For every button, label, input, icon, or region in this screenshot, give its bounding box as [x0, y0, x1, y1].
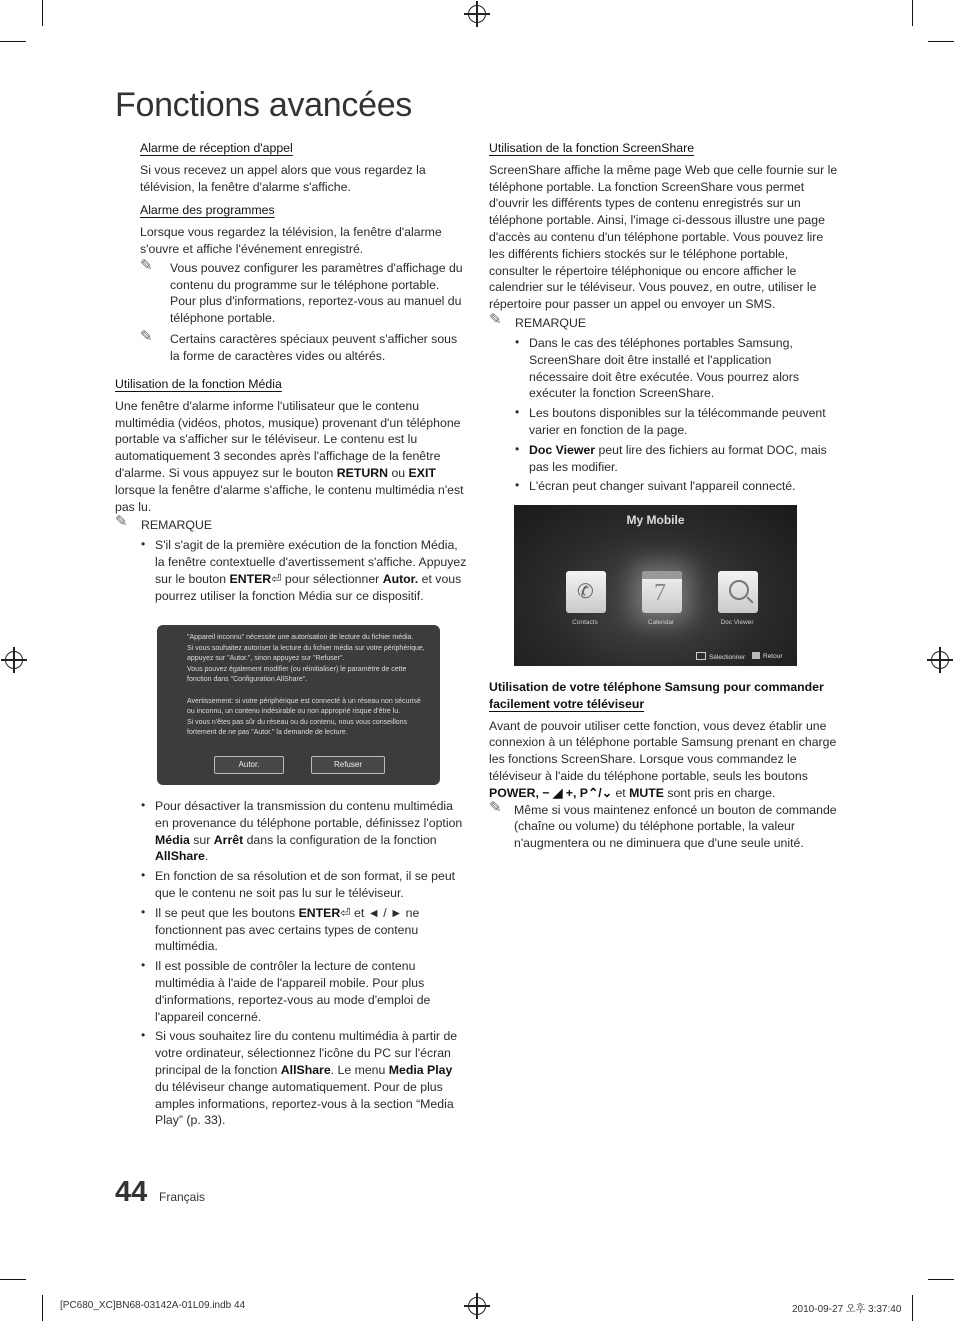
list-item: • Doc Viewer peut lire des fichiers au format DOC, mais pas les modifier. — [514, 442, 834, 476]
pencil-note-icon: ✎ — [489, 798, 502, 816]
registration-mark-icon — [468, 5, 486, 23]
list-item: • Si vous souhaitez lire du contenu multimédia à partir de votre ordinateur, sélectionnez l'icône du PC sur l'écran principal de la fonction AllShare. Le menu Media Play du téléviseur change automatiquement. Pour de plus amples informations, reportez-vous à la section “Media Play” (p. 33). — [140, 1028, 465, 1129]
registration-mark-icon — [468, 1297, 486, 1315]
section-heading: Utilisation de la fonction ScreenShare — [489, 141, 695, 155]
doc-viewer-icon[interactable] — [718, 571, 758, 613]
calendar-label: Calendar — [647, 619, 675, 626]
section-text: Si vous recevez un appel alors que vous regardez la télévision, la fenêtre d'alarme s'affiche. — [140, 162, 426, 194]
return-hint: Retour — [752, 652, 783, 660]
registration-mark-icon — [931, 651, 949, 669]
note — [140, 327, 465, 365]
crop-mark — [928, 41, 954, 42]
alert-dialog — [157, 625, 440, 785]
remarque-label: ✎ REMARQUE — [115, 513, 213, 533]
pencil-note-icon: ✎ — [140, 256, 153, 274]
section-heading: Alarme de réception d'appel — [140, 141, 293, 155]
pencil-note-icon: ✎ — [489, 310, 502, 328]
crop-mark — [42, 0, 43, 26]
crop-mark — [928, 1279, 954, 1280]
page-number: 44 — [115, 1176, 148, 1208]
list-item: • Il est possible de contrôler la lecture de contenu multimédia à l'aide de l'appareil mobile. Pour plus d'informations, reportez-vous au mode d'emploi de l'appareil concerné. — [140, 958, 465, 1025]
crop-mark — [912, 0, 913, 26]
section-text: ScreenShare affiche la même page Web que celle fournie sur le téléphone portable. La fonction ScreenShare vous permet d'ouvrir les différents types de contenu enregistrés sur un téléphone portable. Ainsi, l'image ci-dessous illustre une page d'accès au contenu d'un téléphone portable. Vous pouvez lire les différents fichiers stockés sur le téléphone portable, consulter le répertoire téléphonique ou encore afficher le calendrier sur le téléviseur. Vous pouvez, en outre, utiliser le répertoire pour passer un appel ou envoyer un SMS. — [489, 162, 838, 312]
language-label: Français — [159, 1190, 206, 1204]
section-text: Avant de pouvoir utiliser cette fonction, vous devez établir une connexion à un téléphone portable Samsung prenant en charge les fonctions ScreenShare. Lorsque vous commandez le téléviseur à l'aide du téléphone portable, seuls les boutons POWER, − ◢ +, P⌃/⌄ et MUTE sont pris en charge. — [489, 718, 837, 800]
list-item: • L'écran peut changer suivant l'appareil connecté. — [514, 478, 834, 495]
section-heading: Alarme des programmes — [140, 203, 275, 218]
section-text: Une fenêtre d'alarme informe l'utilisateur que le contenu multimédia (vidéos, photos, musique) provenant d'un téléphone portable va s'afficher sur le téléviseur. Le contenu est lu automatiquement 3 secondes après l'affichage de la fenêtre d'alarme. Si vous appuyez sur le bouton RETURN ou EXIT lorsque la fenêtre d'alarme s'affiche, le contenu multimédia n'est pas lu. — [115, 398, 464, 514]
contacts-icon[interactable]: ✆ — [566, 571, 606, 613]
pencil-note-icon: ✎ — [140, 327, 153, 345]
enter-icon — [696, 652, 706, 660]
select-hint: Sélectionner — [696, 652, 745, 661]
left-column-top — [140, 140, 465, 365]
remarque-label: ✎ REMARQUE — [489, 310, 587, 330]
enter-icon: ⏎ — [340, 905, 351, 920]
list-item: • Les boutons disponibles sur la télécommande peuvent varier en fonction de la page. — [514, 405, 834, 439]
note-text: Vous pouvez configurer les paramètres d'affichage du contenu du programme sur le téléphone portable. Pour plus d'informations, reportez-vous au manuel du téléphone portable. — [170, 260, 463, 326]
note — [489, 798, 841, 852]
left-column-bullets — [140, 798, 465, 1129]
section-heading: Utilisation de la fonction Média — [115, 377, 282, 391]
note-text: Certains caractères spéciaux peuvent s'afficher sous la forme de caractères vides ou altérés. — [170, 331, 458, 363]
list-item: • Dans le cas des téléphones portables Samsung, ScreenShare doit être installé et l'application nécessaire doit être exécutée. Vous pourrez alors exécuter la fonction ScreenShare. — [514, 335, 834, 402]
doc-viewer-label: Doc Viewer — [720, 619, 754, 626]
print-date: 2010-09-27 오후 3:37:40 — [792, 1304, 902, 1315]
section-text: Lorsque vous regardez la télévision, la fenêtre d'alarme s'ouvre et affiche l'événement enregistré. — [140, 225, 442, 256]
note-text: Même si vous maintenez enfoncé un bouton de commande (chaîne ou volume) du téléphone portable, la valeur n'augmentera ou ne diminuera que d'une seule unité. — [514, 802, 837, 851]
list-item: • S'il s'agit de la première exécution de la fonction Média, la fenêtre contextuelle d'avertissement s'affiche. Appuyez sur le bouton ENTER⏎ pour sélectionner Autor. et vous pourrez utiliser la fonction Média sur ce dispositif. — [140, 537, 467, 604]
left-column-media — [115, 376, 467, 605]
list-item: • Il se peut que les boutons ENTER⏎ et ◄ / ► ne fonctionnent pas avec certains types de contenu multimédia. — [140, 905, 465, 955]
enter-icon: ⏎ — [271, 571, 282, 586]
section-heading: Utilisation de votre téléphone Samsung pour commander facilement votre téléviseur — [489, 680, 824, 711]
my-mobile-title: My Mobile — [626, 513, 685, 527]
refuser-button[interactable]: Refuser — [311, 756, 385, 774]
contacts-label: Contacts — [572, 619, 598, 626]
crop-mark — [0, 1279, 26, 1280]
crop-mark — [42, 1295, 43, 1321]
print-file-info: [PC680_XC]BN68-03142A-01L09.indb 44 — [60, 1300, 246, 1311]
registration-mark-icon — [5, 651, 23, 669]
calendar-icon[interactable]: 7 — [642, 571, 682, 613]
crop-mark — [0, 41, 26, 42]
list-item: • Pour désactiver la transmission du contenu multimédia en provenance du téléphone portable, définissez l'option Média sur Arrêt dans la configuration de la fonction AllShare. — [140, 798, 465, 865]
autor-button[interactable]: Autor. — [214, 756, 284, 774]
page-title: Fonctions avancées — [115, 86, 412, 124]
my-mobile-screen — [514, 505, 797, 666]
note — [140, 256, 465, 327]
list-item: • En fonction de sa résolution et de son format, il se peut que le contenu ne soit pas lu sur le téléviseur. — [140, 868, 465, 902]
pencil-note-icon: ✎ — [115, 513, 128, 531]
right-column-bottom — [489, 679, 841, 852]
return-icon — [752, 652, 760, 659]
crop-mark — [912, 1295, 913, 1321]
dialog-text: "Appareil inconnu" nécessite une autorisation de lecture du fichier média. Si vous souhaitez autoriser la lecture du fichier média sur votre périphérique, appuyez sur "Autor.", sinon appuyez sur "Refuser". Vous pouvez également modifier (ou réinitialiser) le paramètre de cette fonction dans "Configuration AllShare". Avertissement: si votre périphérique est connecté à un réseau non sécurisé ou inconnu, un contenu indésirable ou non approprié risque d'être lu. Si vous n'êtes pas sûr du réseau ou du contenu, nous vous conseillons fortement de ne pas "Autor." la demande de lecture. — [187, 634, 425, 737]
right-column-top — [489, 140, 841, 495]
